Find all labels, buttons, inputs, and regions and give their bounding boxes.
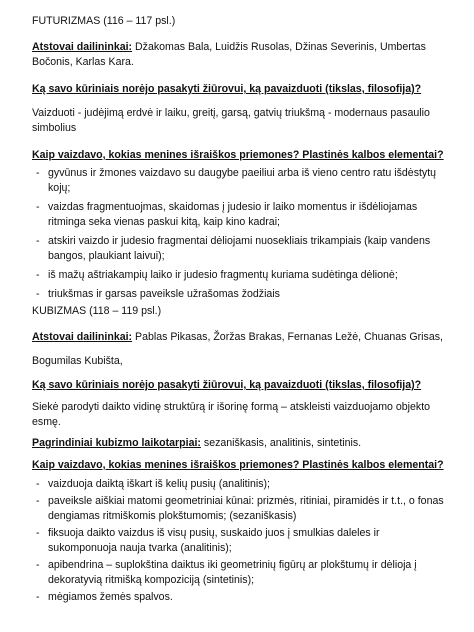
list-item: - vaizduoja daiktą iškart iš kelių pusių (analitinis);	[32, 477, 444, 492]
list-item: - iš mažų aštriakampių laiko ir judesio fragmentų kuriama sudėtinga dėlionė;	[32, 268, 444, 283]
futurizmas-artists-label: Atstovai dailininkai:	[32, 41, 133, 53]
kubizmas-question-2: Kaip vaizdavo, kokias menines išraiškos priemones? Plastinės kalbos elementai?	[32, 459, 444, 471]
kubizmas-periods-label: Pagrindiniai kubizmo laikotarpiai:	[32, 437, 201, 449]
list-item: - atskiri vaizdo ir judesio fragmentai dėliojami nuosekliais trikampiais (kaip vandens bangos, plaukiant laivui);	[32, 234, 444, 264]
futurizmas-title: FUTURIZMAS (116 – 117 psl.)	[32, 15, 176, 27]
futurizmas-question-2: Kaip vaizdavo, kokias menines išraiškos priemones? Plastinės kalbos elementai?	[32, 149, 444, 161]
kubizmas-periods	[32, 436, 361, 451]
kubizmas-title: KUBIZMAS (118 – 119 psl.)	[32, 305, 162, 317]
list-item: - apibendrina – suplokština daiktus iki geometrinių figūrų ar plokštumų ir dėlioja į dekoratyvią ritmišką kompoziciją (sintetinis);	[32, 558, 444, 588]
futurizmas-question-1: Ką savo kūriniais norėjo pasakyti žiūrovui, ką pavaizduoti (tikslas, filosofija)?	[32, 83, 422, 95]
kubizmas-list	[32, 477, 444, 605]
list-item: - fiksuoja daikto vaizdus iš visų pusių, suskaido juos į smulkias daleles ir sukomponuoja nauja tvarka (analitinis);	[32, 526, 444, 556]
kubizmas-artists-label: Atstovai dailininkai:	[32, 331, 133, 343]
kubizmas-artists	[32, 330, 447, 345]
futurizmas-list	[32, 166, 444, 302]
futurizmas-artists	[32, 40, 447, 70]
kubizmas-question-1: Ką savo kūriniais norėjo pasakyti žiūrovui, ką pavaizduoti (tikslas, filosofija)?	[32, 379, 422, 391]
list-item: - triukšmas ir garsas paveiksle užrašomas žodžiais	[32, 287, 444, 302]
kubizmas-artists-continued: Bogumilas Kubišta,	[32, 355, 123, 367]
list-item: - gyvūnus ir žmones vaizdavo su daugybe paeiliui arba iš vieno centro ratu išdėstytų kojų;	[32, 166, 444, 196]
kubizmas-artists-text: Pablas Pikasas, Žoržas Brakas, Fernanas Ležė, Chuanas Grisas,	[132, 331, 443, 343]
kubizmas-answer-1: Siekė parodyti daikto vidinę struktūrą ir išorinę formą – atskleisti vaizduojamo objekto esmę.	[32, 401, 431, 428]
futurizmas-answer-1: Vaizduoti - judėjimą erdvė ir laiku, greitį, garsą, gatvių triukšmą - modernaus pasaulio simbolius	[32, 107, 430, 134]
list-item: - mėgiamos žemės spalvos.	[32, 590, 444, 605]
list-item: - vaizdas fragmentuojmas, skaidomas į judesio ir laiko momentus ir išdėliojamas ritminga seka vienas paskui kitą, kaip kino kadrai;	[32, 200, 444, 230]
futurizmas-artists-text: Džakomas Bala, Luidžis Rusolas, Džinas Severinis, Umbertas Bočonis, Karlas Kara.	[32, 41, 426, 68]
list-item: - paveiksle aiškiai matomi geometriniai kūnai: prizmės, ritiniai, piramidės ir t.t., o fonas dengiamas ritmiškomis plokštumomis; (sezaniškasis)	[32, 494, 444, 524]
kubizmas-periods-text: sezaniškasis, analitinis, sintetinis.	[200, 437, 362, 449]
